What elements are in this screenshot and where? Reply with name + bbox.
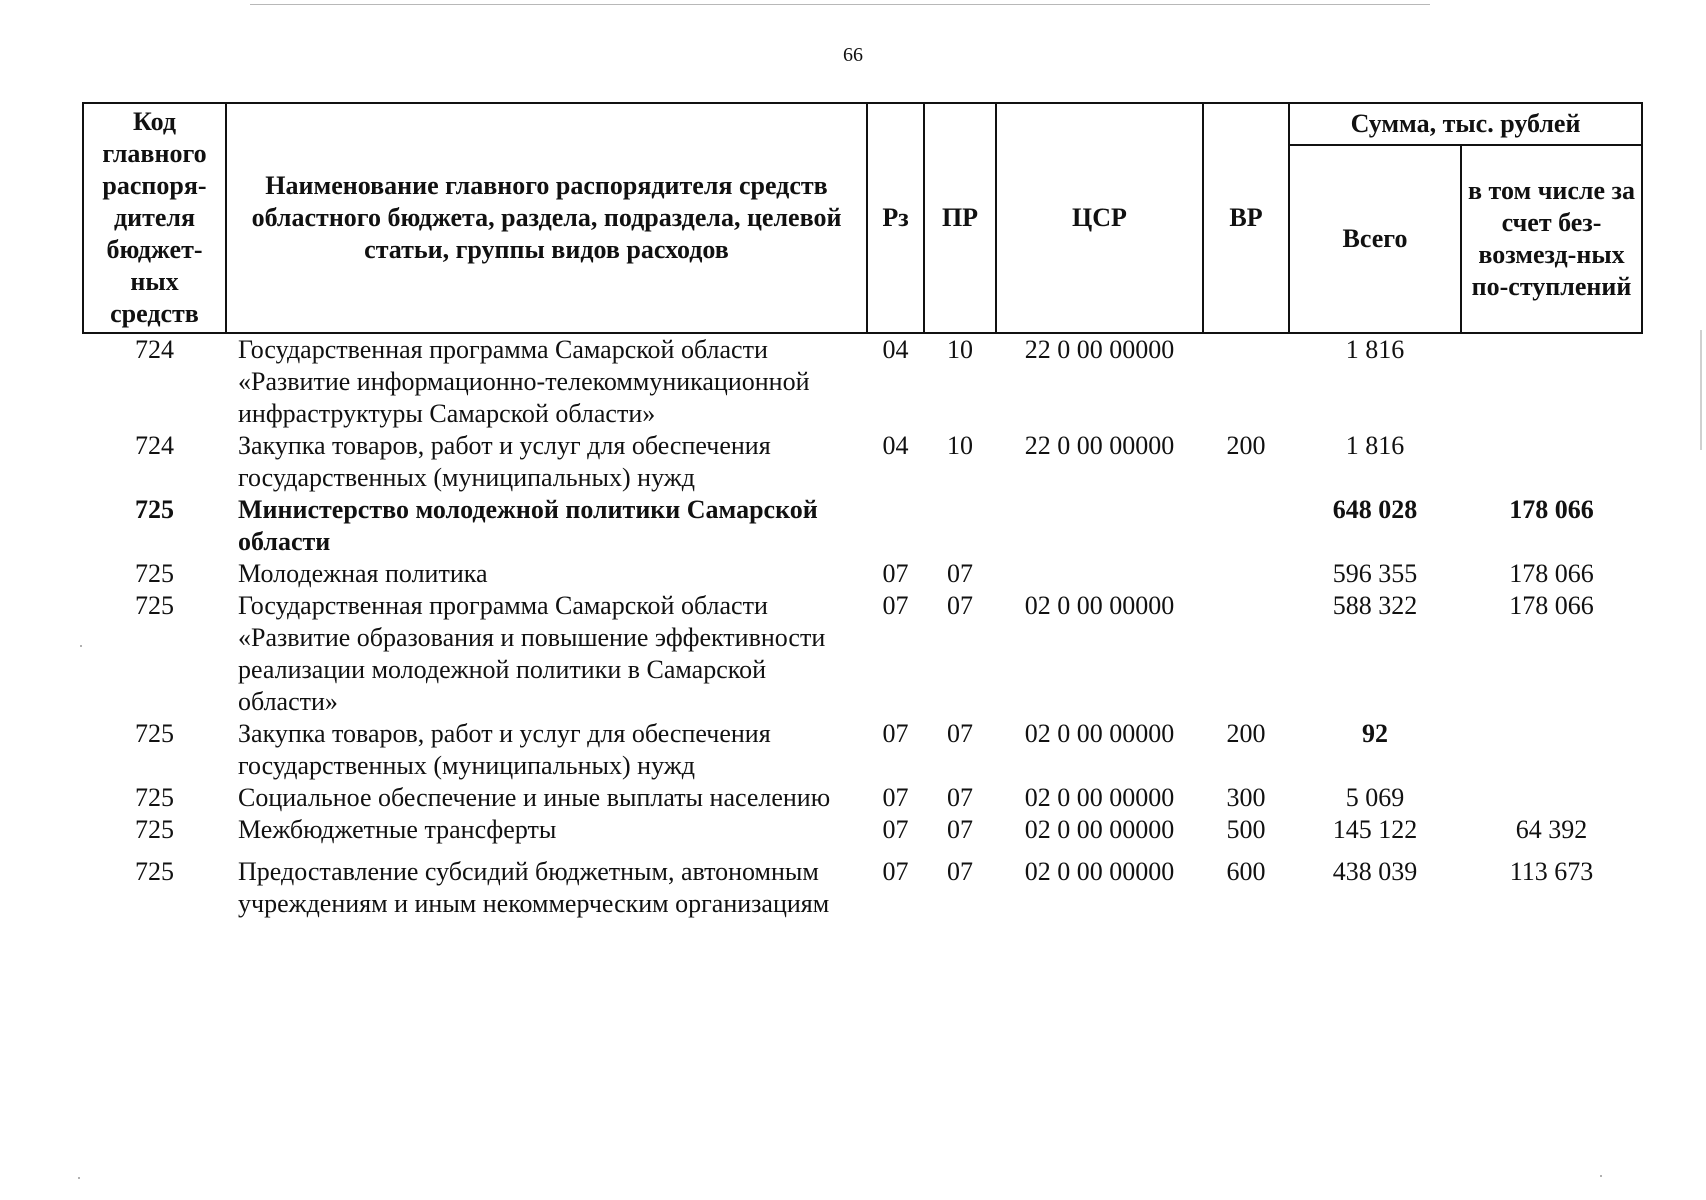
- cell-name: Государственная программа Самарской области «Развитие образования и повышение эффективности реализации молодежной политики в Самарской области»: [238, 591, 826, 716]
- cell-free: 178 066: [1509, 559, 1594, 588]
- table-row: [83, 430, 1642, 494]
- cell-rz: [867, 494, 924, 558]
- cell-csr: 22 0 00 00000: [1024, 335, 1175, 364]
- header-pr: ПР: [924, 103, 996, 333]
- cell-pr: 07: [947, 783, 973, 812]
- header-vr: ВР: [1203, 103, 1289, 333]
- table-row-ministry: [83, 494, 1642, 558]
- cell-code: 725: [135, 559, 174, 588]
- cell-code: 725: [135, 815, 174, 844]
- cell-vr: 200: [1226, 719, 1266, 748]
- cell-total: 438 039: [1332, 857, 1418, 886]
- cell-csr: 22 0 00 00000: [1024, 431, 1175, 460]
- header-name: Наименование главного распорядителя средств областного бюджета, раздела, подраздела, целевой статьи, группы видов расходов: [226, 103, 867, 333]
- cell-vr: 500: [1226, 815, 1266, 844]
- cell-total: 1 816: [1345, 335, 1405, 364]
- cell-csr: [996, 558, 1203, 590]
- scan-speck: [78, 1177, 80, 1179]
- cell-total: 145 122: [1332, 815, 1418, 844]
- cell-code: 725: [135, 857, 174, 886]
- cell-free: 178 066: [1509, 591, 1594, 620]
- table-row: [83, 814, 1642, 846]
- cell-rz: 07: [882, 559, 909, 588]
- table-row: [83, 558, 1642, 590]
- cell-name: Государственная программа Самарской области «Развитие информационно-телекоммуникационной инфраструктуры Самарской области»: [238, 335, 810, 428]
- scan-artifact-edge: [1700, 330, 1702, 450]
- cell-csr: 02 0 00 00000: [1024, 783, 1175, 812]
- cell-free: [1461, 333, 1642, 430]
- table-row: [83, 846, 1642, 920]
- cell-name: Предоставление субсидий бюджетным, автономным учреждениям и иным некоммерческим организациям: [238, 857, 830, 918]
- cell-pr: 10: [947, 335, 973, 364]
- header-csr: ЦСР: [996, 103, 1203, 333]
- cell-pr: 10: [947, 431, 973, 460]
- cell-free: [1461, 782, 1642, 814]
- cell-name: Закупка товаров, работ и услуг для обеспечения государственных (муниципальных) нужд: [238, 431, 771, 492]
- cell-total: 588 322: [1332, 591, 1418, 620]
- cell-total: 1 816: [1345, 431, 1405, 460]
- cell-csr: 02 0 00 00000: [1024, 719, 1175, 748]
- cell-pr: 07: [947, 559, 973, 588]
- cell-pr: [924, 494, 996, 558]
- cell-vr: 300: [1226, 783, 1266, 812]
- cell-rz: 04: [882, 431, 909, 460]
- cell-rz: 07: [882, 783, 909, 812]
- cell-vr: [1203, 333, 1289, 430]
- cell-name: Молодежная политика: [238, 559, 488, 588]
- cell-name: Закупка товаров, работ и услуг для обеспечения государственных (муниципальных) нужд: [238, 719, 771, 780]
- cell-vr: [1203, 590, 1289, 718]
- cell-pr: 07: [947, 815, 973, 844]
- cell-name: Социальное обеспечение и иные выплаты населению: [238, 783, 831, 812]
- cell-total: 596 355: [1332, 559, 1418, 588]
- cell-code: 725: [135, 591, 174, 620]
- cell-csr: [996, 494, 1203, 558]
- cell-pr: 07: [947, 857, 973, 886]
- cell-rz: 07: [882, 815, 909, 844]
- cell-free: 64 392: [1515, 815, 1588, 844]
- header-sum-group: Сумма, тыс. рублей: [1289, 103, 1642, 145]
- cell-free: 113 673: [1509, 857, 1594, 886]
- cell-rz: 07: [882, 719, 909, 748]
- table-row: [83, 590, 1642, 718]
- cell-free: 178 066: [1509, 495, 1594, 524]
- table-row: [83, 333, 1642, 430]
- scan-artifact-line: [250, 4, 1430, 5]
- cell-code: 725: [135, 495, 174, 524]
- cell-pr: 07: [947, 591, 973, 620]
- budget-table: [82, 102, 1643, 920]
- cell-total: 648 028: [1332, 495, 1418, 524]
- cell-vr: [1203, 558, 1289, 590]
- cell-total: 5 069: [1345, 783, 1405, 812]
- cell-total: 92: [1362, 719, 1388, 748]
- cell-vr: [1203, 494, 1289, 558]
- cell-vr: 200: [1226, 431, 1266, 460]
- table-row: [83, 782, 1642, 814]
- cell-pr: 07: [947, 719, 973, 748]
- header-total: Всего: [1289, 145, 1461, 333]
- cell-csr: 02 0 00 00000: [1024, 815, 1175, 844]
- cell-rz: 07: [882, 857, 909, 886]
- cell-free: [1461, 718, 1642, 782]
- cell-free: [1461, 430, 1642, 494]
- cell-code: 724: [135, 335, 174, 364]
- cell-rz: 04: [882, 335, 909, 364]
- cell-vr: 600: [1226, 857, 1266, 886]
- cell-code: 724: [135, 431, 174, 460]
- cell-name: Межбюджетные трансферты: [238, 815, 557, 844]
- header-free: в том числе за счет без-возмезд-ных по-ступлений: [1461, 145, 1642, 333]
- table-row: [83, 718, 1642, 782]
- cell-code: 725: [135, 719, 174, 748]
- page-number: 66: [843, 44, 863, 66]
- scan-speck: [1600, 1175, 1602, 1177]
- cell-csr: 02 0 00 00000: [1024, 857, 1175, 886]
- header-rz: Рз: [867, 103, 924, 333]
- header-code: Код главного распоря-дителя бюджет-ных средств: [83, 103, 226, 333]
- cell-code: 725: [135, 783, 174, 812]
- cell-csr: 02 0 00 00000: [1024, 591, 1175, 620]
- cell-name: Министерство молодежной политики Самарской области: [238, 495, 818, 556]
- cell-rz: 07: [882, 591, 909, 620]
